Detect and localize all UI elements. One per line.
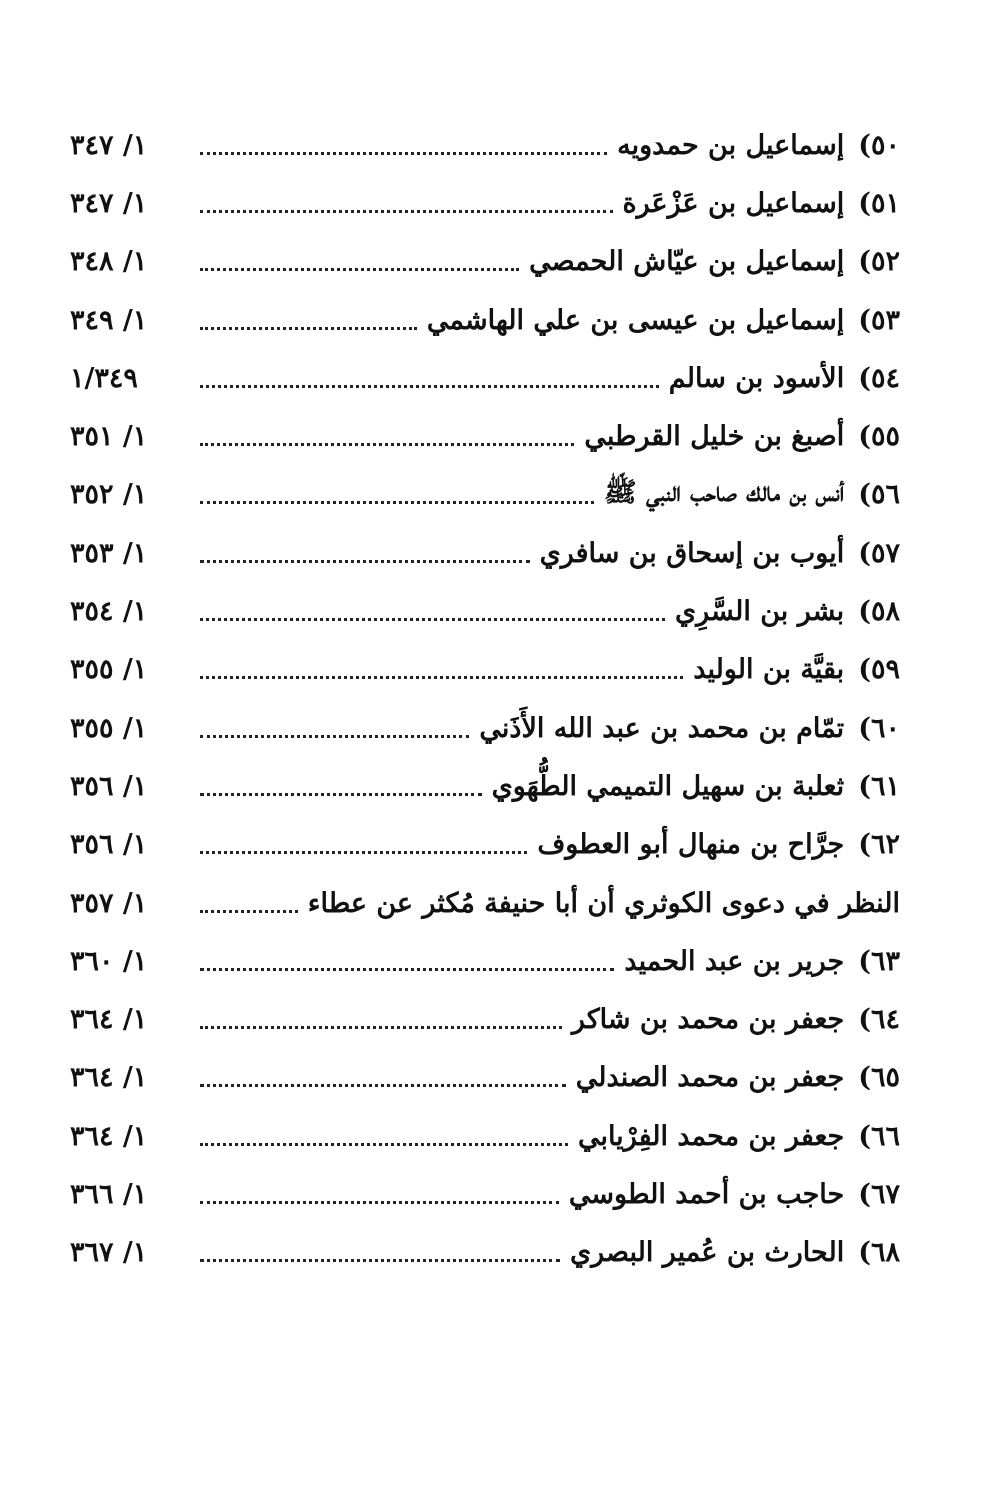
- entry-page-ref: ١/ ٣٥١: [70, 421, 148, 453]
- toc-entry: [70, 233, 900, 291]
- toc-entry: [70, 1107, 900, 1165]
- entry-number: ٥٣): [858, 304, 900, 336]
- dot-leader: [200, 618, 665, 621]
- dot-leader: [200, 1084, 566, 1087]
- toc-entry: [70, 816, 900, 874]
- entry-title: جعفر بن محمد بن شاكر: [571, 1004, 845, 1036]
- entry-page-ref: ١/ ٣٦٤: [70, 1004, 148, 1036]
- entry-number: ٥٥): [858, 421, 900, 453]
- entry-title: الحارث بن عُمير البصري: [570, 1237, 845, 1269]
- dot-leader: [200, 793, 482, 796]
- entry-page-ref: ١/ ٣٥٣: [70, 537, 148, 569]
- dot-leader: [200, 735, 469, 738]
- entry-page-ref: ١/ ٣٤٩: [70, 304, 148, 336]
- dot-leader: [200, 1259, 560, 1262]
- dot-leader: [200, 1026, 562, 1029]
- entry-number: ٦٤): [858, 1004, 900, 1036]
- entry-number: ٥٢): [858, 246, 900, 278]
- entry-page-ref: ١/ ٣٥٥: [70, 712, 148, 744]
- entry-title: جعفر بن محمد الصندلي: [575, 1062, 845, 1094]
- entry-page-ref: ١/ ٣٥٢: [70, 479, 148, 511]
- toc-entry: [70, 699, 900, 757]
- dot-leader: [200, 851, 527, 854]
- entry-title: إسماعيل بن حمدويه: [617, 129, 845, 161]
- dot-leader: [200, 501, 594, 504]
- toc-entry: [70, 291, 900, 349]
- toc-entry: [70, 174, 900, 232]
- table-of-contents: [70, 116, 900, 1282]
- toc-entry: [70, 757, 900, 815]
- entry-number: ٦٠): [858, 712, 900, 744]
- toc-entry: [70, 407, 900, 465]
- entry-title: أنس بن مالك صاحب النبي ﷺ: [604, 476, 845, 508]
- toc-entry: [70, 116, 900, 174]
- toc-entry: [70, 1165, 900, 1223]
- toc-entry: [70, 524, 900, 582]
- entry-title: جرير بن عبد الحميد: [624, 945, 845, 977]
- entry-title: جرَّاح بن منهال أبو العطوف: [537, 829, 845, 861]
- dot-leader: [200, 1143, 568, 1146]
- entry-number: ٥٠): [858, 129, 900, 161]
- toc-entry: [70, 466, 900, 524]
- entry-number: ٥٤): [858, 362, 900, 394]
- entry-number: ٦١): [858, 770, 900, 802]
- entry-page-ref: ١/ ٣٤٨: [70, 246, 148, 278]
- entry-title: إسماعيل بن عيّاش الحمصي: [529, 246, 845, 278]
- entry-page-ref: ١/ ٣٦٤: [70, 1062, 148, 1094]
- dot-leader: [200, 210, 613, 213]
- entry-page-ref: ١/ ٣٦٦: [70, 1178, 148, 1210]
- toc-entry: [70, 349, 900, 407]
- entry-number: ٥١): [858, 187, 900, 219]
- toc-entry: [70, 1049, 900, 1107]
- entry-page-ref: ١/ ٣٥٥: [70, 654, 148, 686]
- entry-number: ٥٩): [858, 654, 900, 686]
- toc-entry: [70, 582, 900, 640]
- toc-entry: [70, 990, 900, 1048]
- entry-page-ref: ١/ ٣٤٧: [70, 187, 148, 219]
- entry-page-ref: ١/ ٣٥٦: [70, 829, 148, 861]
- entry-title: بقيَّة بن الوليد: [693, 654, 845, 686]
- entry-page-ref: ١/ ٣٦٧: [70, 1237, 148, 1269]
- dot-leader: [200, 443, 574, 446]
- dot-leader: [200, 1201, 559, 1204]
- dot-leader: [200, 968, 614, 971]
- entry-title: حاجب بن أحمد الطوسي: [568, 1178, 845, 1210]
- entry-number: ٦٣): [858, 945, 900, 977]
- entry-page-ref: ١/ ٣٤٧: [70, 129, 148, 161]
- dot-leader: [200, 385, 659, 388]
- entry-page-ref: ١/ ٣٥٦: [70, 770, 148, 802]
- entry-number: ٥٧): [858, 537, 900, 569]
- entry-number: ٦٨): [858, 1237, 900, 1269]
- toc-entry: [70, 1224, 900, 1282]
- entry-title: أصبغ بن خليل القرطبي: [584, 421, 845, 453]
- dot-leader: [200, 560, 530, 563]
- entry-page-ref: ١/ ٣٦٠: [70, 945, 148, 977]
- entry-number: ٥٨): [858, 596, 900, 628]
- entry-title: أيوب بن إسحاق بن سافري: [539, 537, 845, 569]
- entry-number: ٥٦): [858, 479, 900, 511]
- section-title: النظر في دعوى الكوثري أن أبا حنيفة مُكثر عن عطاء: [307, 887, 900, 919]
- entry-title: إسماعيل بن عيسى بن علي الهاشمي: [426, 304, 845, 336]
- dot-leader: [200, 327, 417, 330]
- entry-title: تمّام بن محمد بن عبد الله الأَذَني: [479, 712, 845, 744]
- entry-title: بشر بن السَّرِي: [674, 596, 845, 628]
- entry-title: جعفر بن محمد الفِرْيابي: [577, 1120, 845, 1152]
- entry-number: ٦٦): [858, 1120, 900, 1152]
- toc-entry: [70, 932, 900, 990]
- entry-page-ref: ١/ ٣٥٤: [70, 596, 148, 628]
- entry-page-ref: ١/٣٤٩: [70, 362, 138, 394]
- dot-leader: [200, 152, 607, 155]
- dot-leader: [200, 676, 683, 679]
- entry-page-ref: ١/ ٣٦٤: [70, 1120, 148, 1152]
- entry-title: ثعلبة بن سهيل التميمي الطُّهَوي: [491, 770, 845, 802]
- entry-page-ref: ١/ ٣٥٧: [70, 887, 148, 919]
- dot-leader: [200, 268, 519, 271]
- entry-title: الأسود بن سالم: [668, 362, 845, 394]
- dot-leader: [200, 910, 298, 913]
- entry-title: إسماعيل بن عَزْعَرة: [622, 187, 845, 219]
- toc-section-entry: [70, 874, 900, 932]
- entry-number: ٦٧): [858, 1178, 900, 1210]
- entry-number: ٦٢): [858, 829, 900, 861]
- entry-number: ٦٥): [858, 1062, 900, 1094]
- toc-entry: [70, 641, 900, 699]
